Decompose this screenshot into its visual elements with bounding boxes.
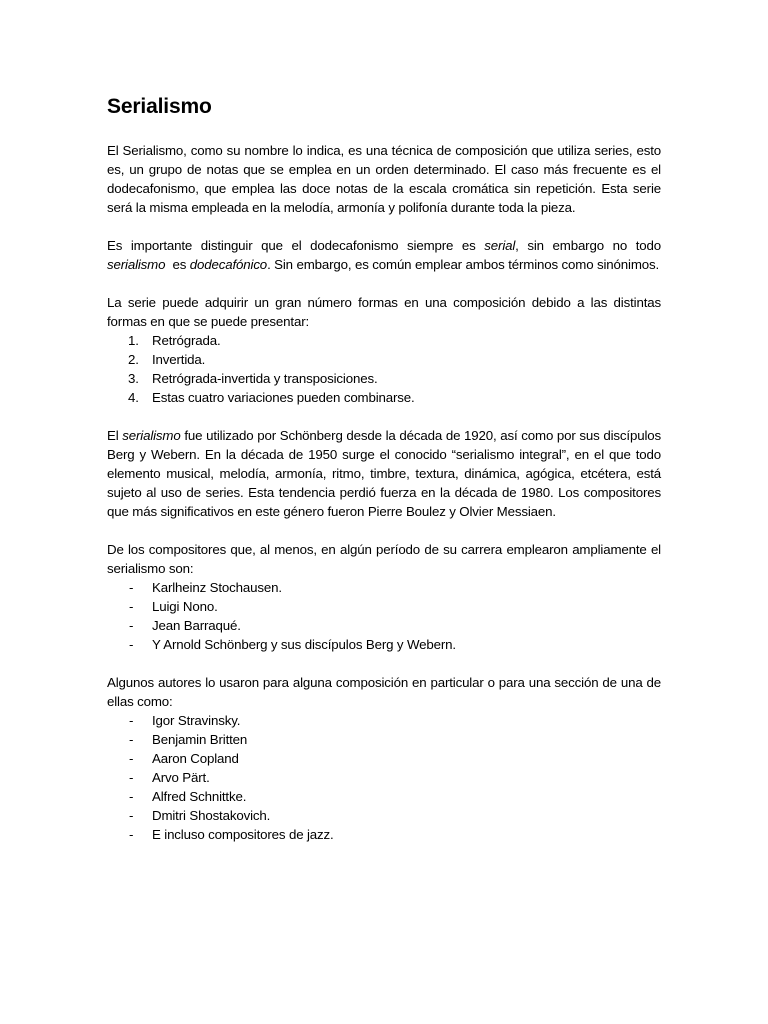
list-item xyxy=(107,350,661,369)
list-item-text: Karlheinz Stochausen. xyxy=(152,580,282,595)
list-dash: - xyxy=(129,827,134,842)
list-item-text: Invertida. xyxy=(152,352,206,367)
list-item xyxy=(107,806,661,825)
text-run: El xyxy=(107,428,123,443)
italic-term: serialismo xyxy=(122,428,181,443)
text-run: . Sin embargo, es común emplear ambos términos como sinónimos. xyxy=(267,257,660,272)
list-item xyxy=(107,787,661,806)
text-run: Es importante distinguir que el dodecafonismo siempre es xyxy=(107,238,485,253)
list-item xyxy=(107,711,661,730)
list-dash: - xyxy=(129,637,134,652)
list-item xyxy=(107,825,661,844)
list-item xyxy=(107,388,661,407)
composers-list xyxy=(107,578,661,654)
list-item xyxy=(107,369,661,388)
list-dash: - xyxy=(129,770,134,785)
forms-ordered-list xyxy=(107,331,661,407)
page-title: Serialismo xyxy=(107,95,212,118)
list-item-text: Retrógrada-invertida y transposiciones. xyxy=(152,371,378,386)
italic-term: serialismo xyxy=(107,257,166,272)
other-authors-list xyxy=(107,711,661,844)
intro-paragraph: El Serialismo, como su nombre lo indica, es una técnica de composición que utiliza series, esto es, un grupo de notas que se emplea en un orden determinado. El caso más frecuente es el dodecafonismo, que emplea las doce notas de la escala cromática sin repetición. Esta serie será la misma empleada en la melodía, armonía y polifonía durante toda la pieza. xyxy=(107,143,661,215)
list-item-text: Aaron Copland xyxy=(152,751,239,766)
list-item xyxy=(107,749,661,768)
list-dash: - xyxy=(129,732,134,747)
list-number: 3. xyxy=(128,371,139,386)
history-paragraph xyxy=(107,426,661,521)
list-number: 4. xyxy=(128,390,139,405)
list-number: 1. xyxy=(128,333,139,348)
list-item-text: Y Arnold Schönberg y sus discípulos Berg y Webern. xyxy=(152,637,456,652)
list-dash: - xyxy=(129,751,134,766)
list-dash: - xyxy=(129,618,134,633)
list-item-text: Benjamin Britten xyxy=(152,732,248,747)
list-item xyxy=(107,578,661,597)
list-item xyxy=(107,331,661,350)
list-item-text: Jean Barraqué. xyxy=(152,618,241,633)
other-authors-paragraph: Algunos autores lo usaron para alguna composición en particular o para una sección de una de ellas como: xyxy=(107,675,661,709)
list-item-text: Alfred Schnittke. xyxy=(152,789,247,804)
text-run: es xyxy=(165,257,190,272)
document-body xyxy=(107,92,661,844)
list-item-text: Retrógrada. xyxy=(152,333,221,348)
italic-term: dodecafónico xyxy=(189,257,268,272)
text-run: , sin embargo no todo xyxy=(515,238,661,253)
list-dash: - xyxy=(129,808,134,823)
list-dash: - xyxy=(129,713,134,728)
list-dash: - xyxy=(129,789,134,804)
list-dash: - xyxy=(129,599,134,614)
text-run: fue utilizado por Schönberg desde la década de 1920, así como por sus discípulos Berg y Webern. En la década de 1950 surge el conocido “serialismo integral”, en el que todo elemento musical, melodía, armonía, ritmo, timbre, textura, dinámica, agógica, etcétera, está sujeto al uso de series. Esta tendencia perdió fuerza en la década de 1980. Los compositores que más significativos en este género fueron Pierre Boulez y Olvier Messiaen. xyxy=(107,428,661,519)
list-item-text: Arvo Pärt. xyxy=(152,770,210,785)
list-item xyxy=(107,616,661,635)
list-item xyxy=(107,597,661,616)
list-number: 2. xyxy=(128,352,139,367)
list-item xyxy=(107,635,661,654)
list-item xyxy=(107,730,661,749)
list-item-text: Dmitri Shostakovich. xyxy=(152,808,271,823)
list-item-text: Estas cuatro variaciones pueden combinarse. xyxy=(152,390,415,405)
forms-paragraph: La serie puede adquirir un gran número formas en una composición debido a las distintas formas en que se puede presentar: xyxy=(107,295,661,329)
distinction-paragraph xyxy=(107,236,661,274)
list-item-text: E incluso compositores de jazz. xyxy=(152,827,334,842)
list-item-text: Luigi Nono. xyxy=(152,599,218,614)
list-item-text: Igor Stravinsky. xyxy=(152,713,241,728)
composers-intro-paragraph: De los compositores que, al menos, en algún período de su carrera emplearon ampliamente el serialismo son: xyxy=(107,542,661,576)
italic-term: serial xyxy=(484,238,516,253)
list-item xyxy=(107,768,661,787)
list-dash: - xyxy=(129,580,134,595)
